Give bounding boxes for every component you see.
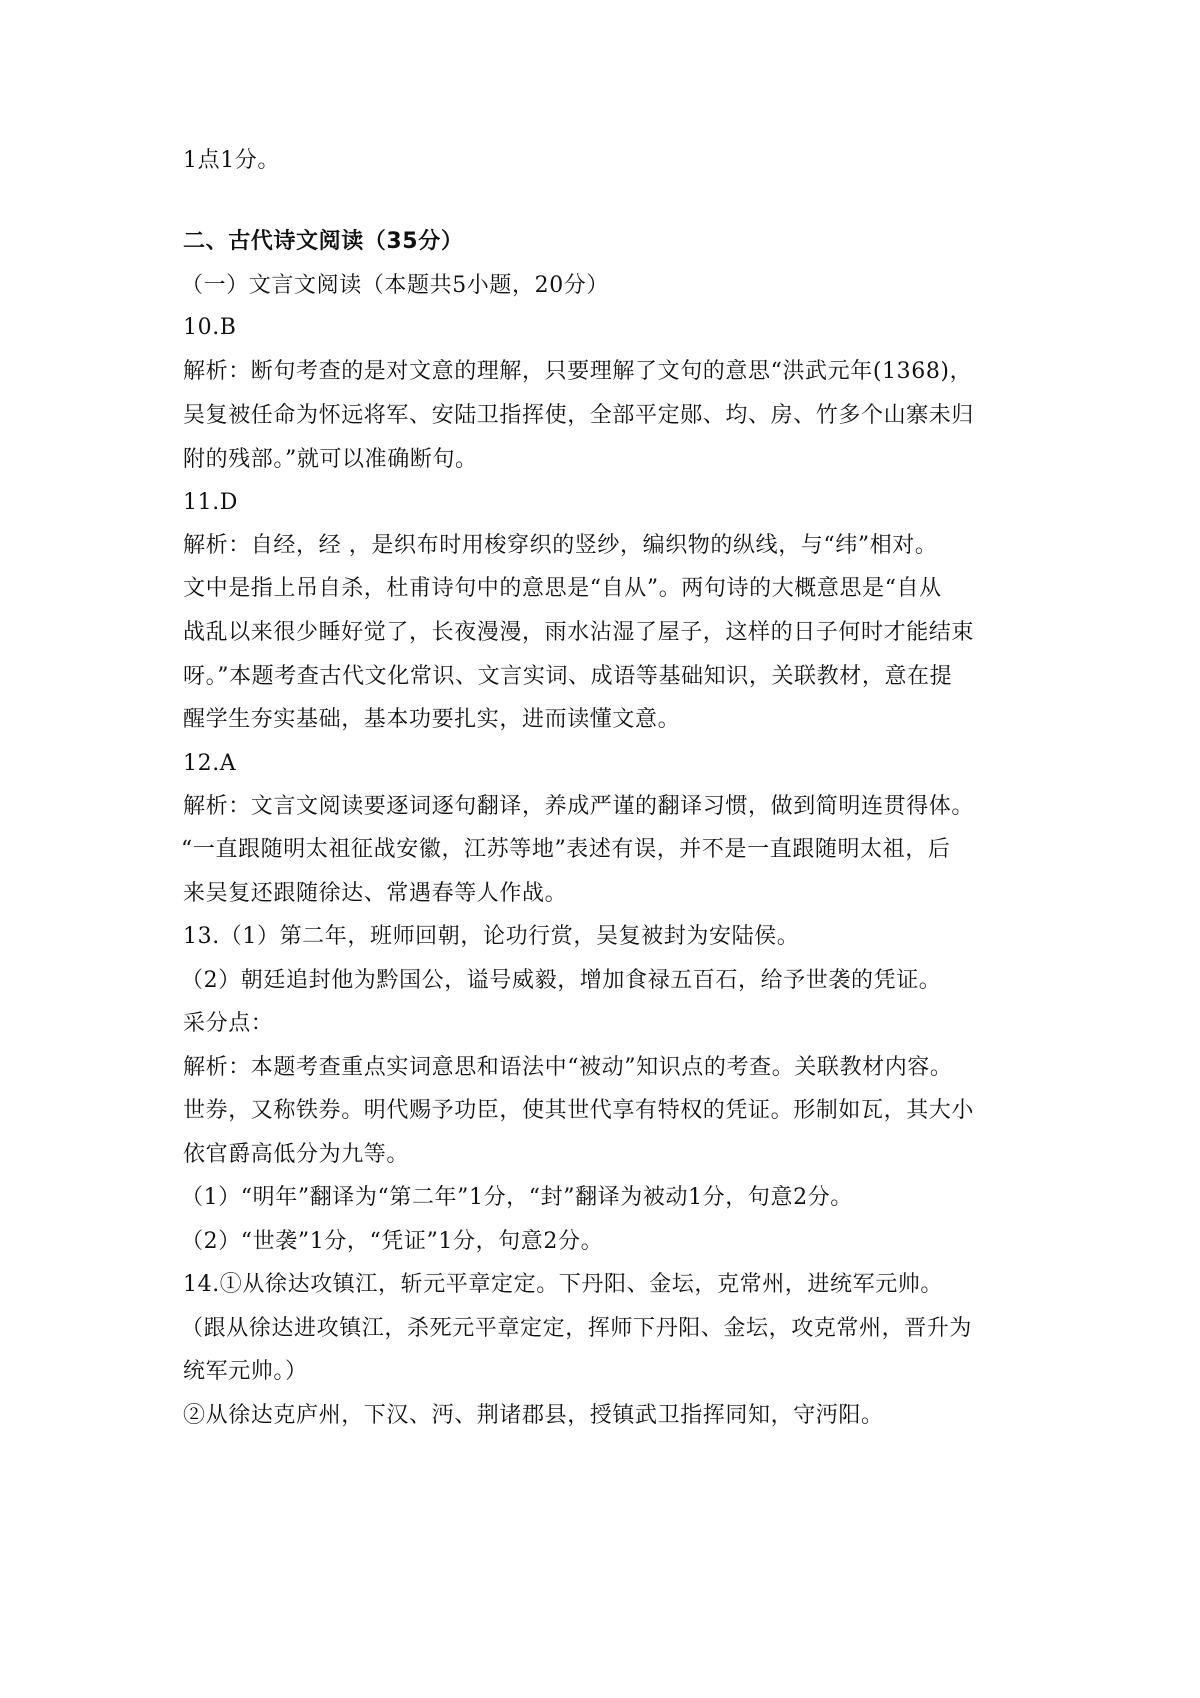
question-number: 12.A	[183, 751, 237, 776]
text-line: 解析：本题考查重点实词意思和语法中“被动”知识点的考查。关联教材内容。	[183, 1055, 953, 1080]
text-line: 解析：自经，经 ，是织布时用梭穿织的竖纱，编织物的纵线，与“纬”相对。	[183, 533, 938, 558]
text-line: 附的残部。”就可以准确断句。	[183, 447, 478, 472]
text-line: 世券，又称铁券。明代赐予功臣，使其世代享有特权的凭证。形制如瓦，其大小	[183, 1098, 975, 1123]
text-line: （跟从徐达进攻镇江，杀死元平章定定，挥师下丹阳、金坛，攻克常州，晋升为	[181, 1316, 973, 1341]
question-number: 11.D	[183, 490, 239, 515]
text-line: 醒学生夯实基础，基本功要扎实，进而读懂文意。	[183, 707, 681, 732]
text-line: 13.（1）第二年，班师回朝，论功行赏，吴复被封为安陆侯。	[183, 924, 800, 949]
text-line: （2）朝廷追封他为黔国公，谥号威毅，增加食禄五百石，给予世袭的凭证。	[181, 968, 942, 993]
text-line: 呀。”本题考查古代文化常识、文言实词、成语等基础知识，关联教材，意在提	[183, 664, 953, 689]
text-line: （2）“世袭”1分，“凭证”1分，句意2分。	[181, 1229, 604, 1254]
text-line: 文中是指上吊自杀，杜甫诗句中的意思是“自从”。两句诗的大概意思是“自从	[183, 576, 942, 601]
text-line: “一直跟随明太祖征战安徽，江苏等地”表述有误，并不是一直跟随明太祖，后	[181, 837, 951, 862]
subsection-heading: （一）文言文阅读（本题共5小题，20分）	[181, 273, 609, 298]
text-line: 解析：断句考查的是对文意的理解，只要理解了文句的意思“洪武元年(1368)，	[183, 359, 973, 384]
text-line: 来吴复还跟随徐达、常遇春等人作战。	[183, 881, 568, 906]
text-line: 采分点：	[183, 1011, 274, 1036]
question-number: 14.①从徐达攻镇江，斩元平章定定。下丹阳、金坛，克常州，进统军元帅。	[183, 1272, 943, 1297]
text-line: 吴复被任命为怀远将军、安陆卫指挥使，全部平定郧、均、房、竹多个山寨未归	[183, 403, 975, 428]
text-line: （1）“明年”翻译为“第二年”1分，“封”翻译为被动1分，句意2分。	[181, 1185, 853, 1210]
text-line: 战乱以来很少睡好觉了，长夜漫漫，雨水沾湿了屋子，这样的日子何时才能结束	[183, 620, 975, 645]
text-line: ②从徐达克庐州，下汉、沔、荆诸郡县，授镇武卫指挥同知，守沔阳。	[183, 1403, 884, 1428]
text-line: 解析：文言文阅读要逐词逐句翻译，养成严谨的翻译习惯，做到简明连贯得体。	[183, 794, 975, 819]
question-number: 10.B	[183, 315, 237, 340]
text-line: 依官爵高低分为九等。	[183, 1142, 410, 1167]
text-line: 1点1分。	[183, 148, 280, 173]
text-line: 统军元帅。）	[183, 1359, 308, 1384]
section-heading: 二、古代诗文阅读（35分）	[183, 229, 464, 254]
